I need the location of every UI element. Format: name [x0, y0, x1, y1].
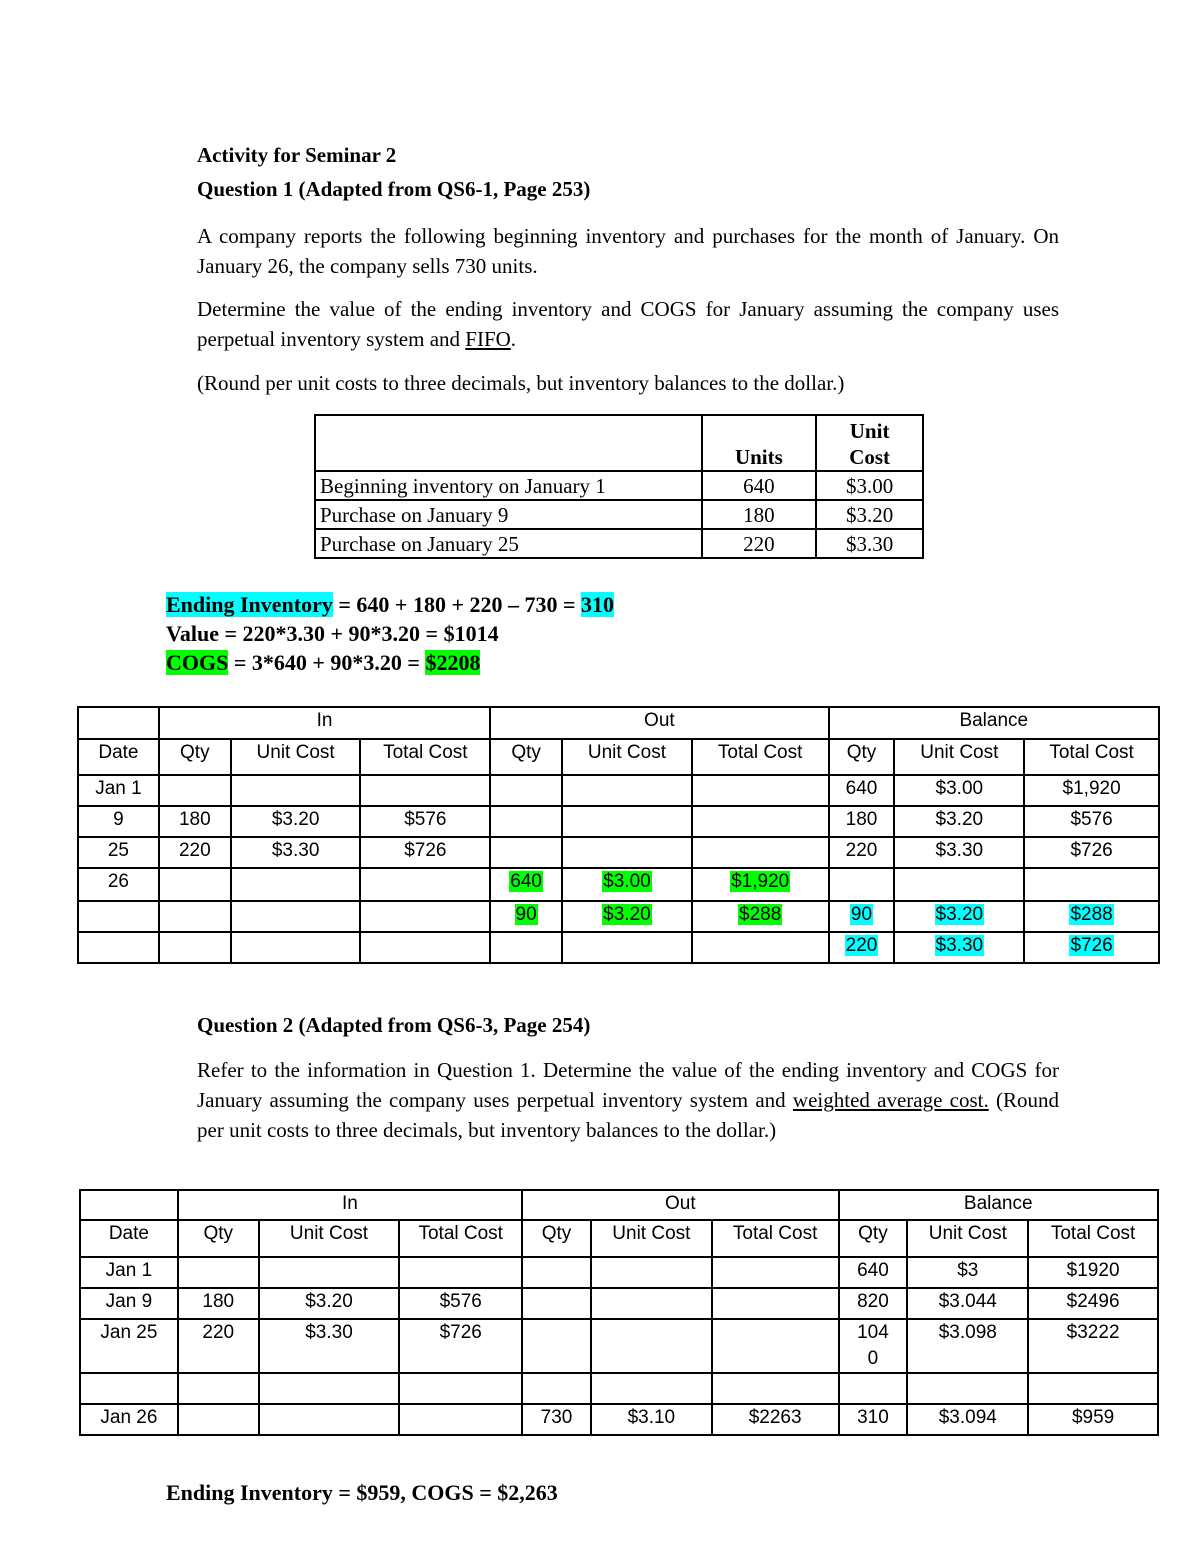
cell — [894, 932, 1024, 963]
question-1-paragraph-1: A company reports the following beginning inventory and purchases for the month of January. On January 26, the company sells 730 units. — [197, 224, 1059, 278]
cell — [692, 868, 829, 901]
cell — [839, 1319, 908, 1373]
group-in: In — [178, 1190, 522, 1220]
row-cost: $3.30 — [816, 529, 923, 558]
cell: $3.30 — [894, 837, 1024, 868]
cell — [399, 1404, 522, 1435]
cell — [490, 868, 562, 901]
col-out-qty: Qty — [522, 1220, 591, 1257]
cell — [522, 1288, 591, 1319]
cell — [692, 932, 829, 963]
cell — [692, 901, 829, 932]
cell: $3.098 — [907, 1319, 1028, 1373]
cell: $1920 — [1028, 1257, 1158, 1288]
table-row — [78, 868, 1159, 901]
cell: 220 — [178, 1319, 259, 1373]
cell: 26 — [78, 868, 159, 901]
cell: $959 — [1028, 1404, 1158, 1435]
cell: $576 — [1024, 806, 1159, 837]
cell — [692, 775, 829, 806]
cell — [562, 806, 692, 837]
table-column-header — [78, 739, 1159, 775]
table-row — [78, 932, 1159, 963]
cell: $2263 — [712, 1404, 839, 1435]
cell: $3.30 — [259, 1319, 400, 1373]
cell: $3.20 — [894, 806, 1024, 837]
table-group-header — [80, 1190, 1158, 1220]
cell — [1024, 901, 1159, 932]
weighted-average-link: weighted average cost. — [792, 1088, 989, 1112]
cell: 180 — [829, 806, 895, 837]
col-in-qty: Qty — [178, 1220, 259, 1257]
cell — [490, 806, 562, 837]
col-out-qty: Qty — [490, 739, 562, 775]
cell: 180 — [178, 1288, 259, 1319]
purchases-table — [314, 414, 924, 559]
cell — [360, 901, 490, 932]
cell — [159, 868, 231, 901]
highlight-cyan: $3.20 — [935, 904, 984, 925]
question-2-summary: Ending Inventory = $959, COGS = $2,263 — [166, 1480, 558, 1505]
highlight-green: $3.20 — [603, 904, 651, 925]
blank-cell — [78, 707, 159, 739]
question-2-heading: Question 2 (Adapted from QS6-3, Page 254) — [197, 1013, 591, 1037]
question-1-heading: Question 1 (Adapted from QS6-1, Page 253) — [197, 177, 591, 201]
row-cost: $3.20 — [816, 500, 923, 529]
cell — [712, 1288, 839, 1319]
table-row — [78, 775, 1159, 806]
cell — [712, 1257, 839, 1288]
blank-cell — [80, 1190, 178, 1220]
row-label: Purchase on January 25 — [315, 529, 702, 558]
cell: $3 — [907, 1257, 1028, 1288]
cell: 640 — [829, 775, 895, 806]
cell — [829, 868, 895, 901]
cell — [231, 775, 361, 806]
col-date: Date — [80, 1220, 178, 1257]
cell: $576 — [360, 806, 490, 837]
col-in-unit-cost: Unit Cost — [231, 739, 361, 775]
col-in-unit-cost: Unit Cost — [259, 1220, 400, 1257]
cell — [178, 1404, 259, 1435]
col-bal-total-cost: Total Cost — [1028, 1220, 1158, 1257]
purchases-header-blank — [315, 415, 702, 471]
highlight-cyan: $726 — [1070, 935, 1113, 956]
cell — [522, 1319, 591, 1373]
row-units: 180 — [702, 500, 817, 529]
cell — [829, 932, 895, 963]
highlight-green: 640 — [510, 871, 542, 892]
row-cost: $3.00 — [816, 471, 923, 500]
cell: 9 — [78, 806, 159, 837]
cell — [839, 1373, 908, 1404]
cell — [231, 868, 361, 901]
table-row — [315, 500, 923, 529]
highlight-cyan: $3.30 — [935, 935, 984, 956]
question-1-rounding-note: (Round per unit costs to three decimals, but inventory balances to the dollar.) — [197, 371, 845, 395]
cell: $3.20 — [259, 1288, 400, 1319]
cell — [562, 775, 692, 806]
col-in-total-cost: Total Cost — [360, 739, 490, 775]
purchases-table-header — [315, 415, 923, 471]
col-bal-unit-cost: Unit Cost — [894, 739, 1024, 775]
cell — [591, 1257, 712, 1288]
cell: 180 — [159, 806, 231, 837]
cell — [894, 901, 1024, 932]
table-row — [78, 806, 1159, 837]
table-row — [315, 529, 923, 558]
col-bal-total-cost: Total Cost — [1024, 739, 1159, 775]
q1-p2-end: . — [510, 327, 517, 351]
cell — [399, 1373, 522, 1404]
ending-inventory-label: Ending Inventory — [166, 592, 333, 617]
highlight-cyan: 220 — [845, 935, 878, 956]
col-out-unit-cost: Unit Cost — [562, 739, 692, 775]
q2-text-end: (Round per unit costs to three decimals, but inventory balances to the dollar.) — [197, 1088, 1059, 1142]
table-row — [80, 1257, 1158, 1288]
q1-p2-text: Determine the value of the ending inventory and COGS for January assuming the company uses perpetual inventory system and — [197, 297, 1059, 351]
highlight-green: $1,920 — [731, 871, 790, 892]
question-1-paragraph-2 — [197, 294, 1059, 354]
highlight-cyan: $288 — [1070, 904, 1113, 925]
qty-wrap-line-1: 104 — [857, 1322, 889, 1343]
fifo-link: FIFO — [465, 327, 511, 351]
cell: $3.20 — [231, 806, 361, 837]
cell — [360, 932, 490, 963]
cell — [159, 901, 231, 932]
cell — [692, 806, 829, 837]
table-row — [80, 1288, 1158, 1319]
cell — [259, 1373, 400, 1404]
highlight-green: 90 — [515, 904, 537, 925]
col-in-qty: Qty — [159, 739, 231, 775]
cell — [1028, 1373, 1158, 1404]
cell: 820 — [839, 1288, 908, 1319]
cell — [522, 1257, 591, 1288]
cell — [490, 775, 562, 806]
cell — [562, 901, 692, 932]
cell — [78, 932, 159, 963]
row-label: Purchase on January 9 — [315, 500, 702, 529]
cell: 220 — [829, 837, 895, 868]
cell — [231, 901, 361, 932]
cell — [894, 868, 1024, 901]
cell — [522, 1373, 591, 1404]
col-bal-unit-cost: Unit Cost — [907, 1220, 1028, 1257]
cell: $3.00 — [894, 775, 1024, 806]
value-line: Value = 220*3.30 + 90*3.20 = $1014 — [166, 621, 499, 646]
cell: $3.094 — [907, 1404, 1028, 1435]
cell — [159, 775, 231, 806]
cell — [78, 901, 159, 932]
row-units: 220 — [702, 529, 817, 558]
cell: $726 — [399, 1319, 522, 1373]
cell: $576 — [399, 1288, 522, 1319]
cell — [259, 1257, 400, 1288]
cell — [562, 837, 692, 868]
col-date: Date — [78, 739, 159, 775]
cell: 730 — [522, 1404, 591, 1435]
cell — [80, 1373, 178, 1404]
cell: Jan 25 — [80, 1319, 178, 1373]
cell — [178, 1373, 259, 1404]
cell: $3.10 — [591, 1404, 712, 1435]
cell: 25 — [78, 837, 159, 868]
table-row — [78, 837, 1159, 868]
cell: $3.30 — [231, 837, 361, 868]
document-title: Activity for Seminar 2 — [197, 143, 397, 167]
cell — [360, 868, 490, 901]
row-units: 640 — [702, 471, 817, 500]
cell: $2496 — [1028, 1288, 1158, 1319]
cell — [159, 932, 231, 963]
cell: Jan 9 — [80, 1288, 178, 1319]
purchases-header-units: Units — [702, 415, 817, 471]
purchases-header-unit-cost: Unit Cost — [816, 415, 923, 471]
cell — [907, 1373, 1028, 1404]
cell: $726 — [360, 837, 490, 868]
table-row — [80, 1373, 1158, 1404]
cell: $726 — [1024, 837, 1159, 868]
row-label: Beginning inventory on January 1 — [315, 471, 702, 500]
table-row — [80, 1404, 1158, 1435]
cell: 310 — [839, 1404, 908, 1435]
highlight-green: $288 — [739, 904, 782, 925]
cell — [259, 1404, 400, 1435]
table-row — [315, 471, 923, 500]
table-row — [78, 901, 1159, 932]
cell — [231, 932, 361, 963]
cell: Jan 1 — [78, 775, 159, 806]
cell — [591, 1373, 712, 1404]
group-balance: Balance — [829, 707, 1159, 739]
cogs-expr: = 3*640 + 90*3.20 = — [228, 650, 426, 675]
col-in-total-cost: Total Cost — [399, 1220, 522, 1257]
cell — [399, 1257, 522, 1288]
cell — [692, 837, 829, 868]
group-out: Out — [490, 707, 828, 739]
highlight-cyan: 90 — [850, 904, 873, 925]
cell: $3222 — [1028, 1319, 1158, 1373]
cell — [591, 1288, 712, 1319]
cell — [712, 1373, 839, 1404]
q2-text: Refer to the information in Question 1. Determine the value of the ending inventory and COGS for January assuming the company uses perpetual inventory system and — [197, 1058, 1059, 1112]
ending-inventory-line — [166, 590, 614, 619]
question-2-paragraph — [197, 1055, 1059, 1145]
cell — [562, 932, 692, 963]
cell: $1,920 — [1024, 775, 1159, 806]
cell — [1024, 868, 1159, 901]
highlight-green: $3.00 — [603, 871, 651, 892]
cell — [712, 1319, 839, 1373]
cell — [490, 837, 562, 868]
qty-wrap-line-2: 0 — [867, 1348, 879, 1369]
table-column-header — [80, 1220, 1158, 1257]
cell — [829, 901, 895, 932]
col-out-total-cost: Total Cost — [712, 1220, 839, 1257]
cell — [360, 775, 490, 806]
cell: $3.044 — [907, 1288, 1028, 1319]
cell: 220 — [159, 837, 231, 868]
cell: Jan 26 — [80, 1404, 178, 1435]
cogs-label: COGS — [166, 650, 229, 675]
cell — [178, 1257, 259, 1288]
cell — [490, 932, 562, 963]
col-bal-qty: Qty — [829, 739, 895, 775]
group-out: Out — [522, 1190, 838, 1220]
table-row — [80, 1319, 1158, 1373]
cell: 640 — [839, 1257, 908, 1288]
cell — [562, 868, 692, 901]
ending-inventory-result: 310 — [581, 592, 615, 617]
group-balance: Balance — [839, 1190, 1159, 1220]
cell — [490, 901, 562, 932]
col-out-total-cost: Total Cost — [692, 739, 829, 775]
ending-inventory-expr: = 640 + 180 + 220 – 730 = — [332, 592, 582, 617]
cell — [591, 1319, 712, 1373]
cogs-result: $2208 — [425, 650, 481, 675]
col-bal-qty: Qty — [839, 1220, 908, 1257]
group-in: In — [159, 707, 490, 739]
cell: Jan 1 — [80, 1257, 178, 1288]
fifo-inventory-table — [77, 706, 1160, 964]
weighted-average-table — [79, 1189, 1159, 1436]
col-out-unit-cost: Unit Cost — [591, 1220, 712, 1257]
table-group-header — [78, 707, 1159, 739]
cogs-line — [166, 648, 480, 677]
cell — [1024, 932, 1159, 963]
